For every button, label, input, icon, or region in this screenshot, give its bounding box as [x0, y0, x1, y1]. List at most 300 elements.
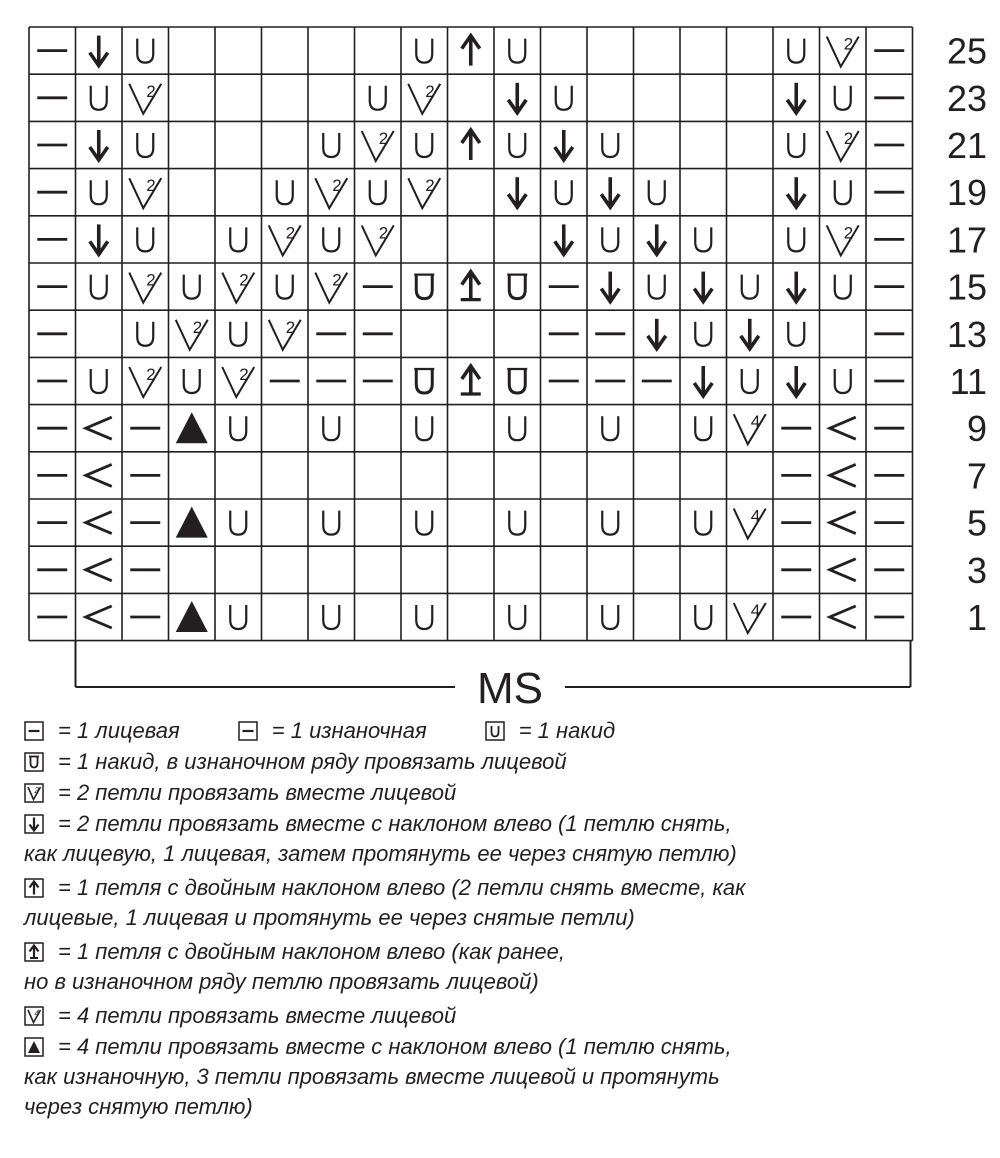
yarn-over-bar-mark: [416, 369, 432, 393]
yarn-over-mark: [788, 322, 804, 346]
yarn-over-mark: [556, 86, 572, 110]
left-arrow-mark: [830, 606, 856, 628]
chart-row: [37, 176, 904, 208]
k2tog-mark: [222, 270, 254, 303]
k2tog-number: 2: [239, 270, 249, 290]
chart-row: [37, 365, 904, 397]
triangle-mark: [176, 507, 208, 538]
k2tog-mark: [129, 81, 161, 114]
yarn-over-mark: [509, 416, 525, 440]
k2tog-mark: [362, 225, 394, 255]
k2tog-number: 4: [750, 506, 761, 526]
k2tog-mark: [269, 225, 301, 255]
yarn-over-mark: [695, 227, 711, 251]
legend: [24, 716, 984, 1124]
chart-cell: [742, 369, 758, 393]
chart-cell: [507, 275, 527, 299]
chart-cell: [694, 366, 712, 396]
row-number: 17: [946, 219, 987, 261]
yarn-over-mark: [835, 275, 851, 299]
k2tog-mark: [222, 367, 254, 397]
chart-cell: [830, 606, 856, 628]
ssk-icon: [24, 814, 44, 834]
chart-cell: [461, 272, 481, 300]
chart-cell: [416, 416, 432, 440]
chart-cell: [509, 605, 525, 629]
yarn-over-mark: [277, 180, 293, 204]
chart-cell: [695, 605, 711, 629]
left-arrow-mark: [86, 464, 112, 486]
k2tog-number: 2: [843, 223, 854, 243]
chart-cell: [230, 416, 246, 440]
legend-yo-text: = 1 накид: [518, 718, 616, 743]
chart-cell: [830, 464, 856, 486]
yarn-over-mark: [695, 605, 711, 629]
chart-cell: [362, 129, 394, 161]
yarn-over-mark: [323, 511, 339, 535]
yarn-over-mark: [788, 39, 804, 63]
yarn-over-mark: [835, 86, 851, 110]
chart-cell: [184, 369, 200, 393]
legend-row-8: [24, 1032, 984, 1124]
chart-cell: [416, 39, 432, 63]
yarn-over-mark: [835, 369, 851, 393]
chart-cell: [835, 369, 851, 393]
chart-cell: [416, 511, 432, 535]
k2tog-mark: [129, 367, 161, 397]
chart-cell: [323, 605, 339, 629]
chart-cell: [602, 511, 618, 535]
chart-cell: [230, 227, 246, 251]
chart-row: [37, 464, 904, 486]
chart-cell: [370, 180, 386, 204]
k2tog-mark: [408, 178, 440, 208]
yarn-over-mark: [370, 86, 386, 110]
k2tog-mark: [734, 414, 766, 444]
chart-cell: [414, 275, 434, 299]
chart-cell: [461, 366, 481, 394]
k2tog-number: 2: [843, 34, 854, 54]
k2tog-mark: [827, 34, 859, 67]
k2tog-mark: [827, 131, 859, 161]
k2tog-mark: [269, 317, 301, 350]
chart-cell: [508, 177, 526, 207]
yarn-over-mark: [602, 416, 618, 440]
chart-cell: [86, 464, 112, 486]
chart-cell: [129, 271, 161, 303]
triangle-icon: [24, 1037, 44, 1057]
chart-cell: [509, 133, 525, 157]
chart-cell: [323, 416, 339, 440]
chart-cell: [601, 177, 619, 207]
chart-cell: [509, 511, 525, 535]
chart-cell: [90, 224, 108, 254]
chart-cell: [509, 416, 525, 440]
chart-cell: [362, 223, 394, 255]
legend-tri-line3: через снятую петлю): [24, 1094, 253, 1119]
chart-cell: [742, 275, 758, 299]
chart-cell: [695, 511, 711, 535]
k2tog-number: 2: [378, 129, 389, 148]
chart-cells: [37, 35, 904, 633]
chart-cell: [602, 227, 618, 251]
chart-row: [37, 35, 904, 67]
chart-cell: [416, 133, 432, 157]
chart-cell: [176, 507, 208, 538]
k2tog-number: 2: [285, 223, 296, 243]
k2tog-number: 4: [750, 412, 761, 432]
chart-cell: [137, 39, 153, 63]
chart-row: [37, 129, 904, 161]
chart-cell: [90, 36, 108, 66]
legend-knit-text: = 1 лицевая: [58, 718, 180, 743]
chart-cell: [176, 412, 208, 443]
chart-cell: [370, 86, 386, 110]
left-arrow-mark: [830, 417, 856, 439]
yarn-over-mark: [137, 227, 153, 251]
chart-cell: [830, 512, 856, 534]
yarn-over-mark: [323, 605, 339, 629]
chart-cell: [695, 227, 711, 251]
k2tog-number: 2: [146, 176, 156, 196]
legend-row-5: [24, 873, 984, 937]
k2tog-mark: [362, 131, 394, 161]
chart-cell: [555, 130, 573, 160]
yarn-over-mark: [416, 511, 432, 535]
yarn-over-icon: [485, 721, 505, 741]
yarn-over-mark: [137, 39, 153, 63]
chart-cell: [91, 180, 107, 204]
yarn-over-mark: [556, 180, 572, 204]
chart-cell: [741, 319, 759, 349]
yarn-over-bar-mark: [416, 275, 432, 299]
legend-ssk-line1: = 2 петли провязать вместе с наклоном влево (1 петлю снять,: [58, 811, 732, 836]
double-dec-icon: [24, 878, 44, 898]
chart-cell: [649, 180, 665, 204]
yarn-over-mark: [91, 180, 107, 204]
left-arrow-mark: [86, 559, 112, 581]
legend-row-4: [24, 809, 984, 873]
chart-cell: [315, 271, 347, 303]
yarn-over-mark: [91, 86, 107, 110]
legend-up-line1: = 1 петля с двойным наклоном влево (2 петли снять вместе, как: [58, 875, 746, 900]
svg-text:2: 2: [34, 786, 39, 795]
chart-row: [37, 559, 904, 581]
k2tog-mark: [734, 603, 766, 633]
yarn-over-bar-icon: [24, 752, 44, 772]
yarn-over-mark: [416, 416, 432, 440]
chart-cell: [788, 322, 804, 346]
yarn-over-mark: [277, 275, 293, 299]
chart-cell: [788, 133, 804, 157]
chart-cell: [137, 133, 153, 157]
chart-cell: [408, 176, 440, 208]
purl-icon: [238, 721, 258, 741]
k2tog-number: 2: [332, 270, 342, 290]
chart-cell: [91, 86, 107, 110]
repeat-bracket: [76, 641, 911, 705]
chart-cell: [323, 133, 339, 157]
k2tog-number: 2: [843, 129, 854, 148]
legend-yo-bar-text: = 1 накид, в изнаночном ряду провязать лицевой: [58, 749, 567, 774]
k2tog-number: 2: [285, 317, 296, 337]
k2tog-mark: [408, 81, 440, 114]
yarn-over-mark: [323, 416, 339, 440]
row-number: 13: [946, 313, 987, 355]
svg-text:4: 4: [34, 1009, 39, 1018]
yarn-over-mark: [695, 416, 711, 440]
chart-cell: [86, 512, 112, 534]
chart-cell: [648, 224, 666, 254]
chart-cell: [788, 227, 804, 251]
chart-cell: [507, 369, 527, 393]
chart-cell: [556, 86, 572, 110]
k2tog-number: 2: [146, 81, 156, 101]
yarn-over-mark: [602, 133, 618, 157]
chart-cell: [323, 227, 339, 251]
yarn-over-mark: [695, 511, 711, 535]
repeat-label: MS: [477, 664, 543, 705]
chart-cell: [129, 176, 161, 208]
chart-cell: [462, 36, 480, 66]
grid-lines: [29, 27, 913, 641]
yarn-over-mark: [835, 180, 851, 204]
chart-cell: [222, 365, 254, 397]
chart-cell: [602, 133, 618, 157]
k2tog-mark: [827, 225, 859, 255]
chart-cell: [602, 605, 618, 629]
chart-cell: [827, 223, 859, 255]
yarn-over-mark: [509, 39, 525, 63]
yarn-over-mark: [416, 39, 432, 63]
chart-cell: [734, 601, 766, 633]
chart-cell: [555, 224, 573, 254]
legend-tri-line2: как изнаночную, 3 петли провязать вместе лицевой и протянуть: [24, 1064, 720, 1089]
legend-row-3: [24, 778, 984, 809]
k2tog-mark: [734, 506, 766, 539]
yarn-over-mark: [742, 369, 758, 393]
row-number: 15: [946, 266, 987, 308]
row-number: 19: [946, 172, 987, 214]
k2tog-number: 2: [146, 270, 156, 290]
k2tog-number: 2: [192, 317, 203, 337]
chart-row: [37, 318, 904, 350]
chart-cell: [90, 130, 108, 160]
chart-cell: [230, 511, 246, 535]
chart-cell: [787, 272, 805, 302]
chart-cell: [695, 322, 711, 346]
yarn-over-mark: [91, 369, 107, 393]
chart-cell: [323, 511, 339, 535]
yarn-over-mark: [184, 275, 200, 299]
chart-cell: [648, 319, 666, 349]
k2tog-number: 2: [378, 223, 389, 243]
chart-cell: [86, 559, 112, 581]
legend-upb-line2: но в изнаночном ряду петлю провязать лицевой): [24, 969, 539, 994]
left-arrow-mark: [86, 512, 112, 534]
legend-row-1: [24, 716, 984, 747]
row-number: 9: [966, 408, 987, 450]
chart-cell: [91, 369, 107, 393]
chart-cell: [787, 83, 805, 113]
chart-row: [37, 507, 904, 539]
chart-cell: [787, 177, 805, 207]
legend-tri-line1: = 4 петли провязать вместе с наклоном влево (1 петлю снять,: [58, 1034, 732, 1059]
legend-up-line2: лицевые, 1 лицевая и протянуть ее через снятые петли): [24, 905, 635, 930]
yarn-over-mark: [416, 605, 432, 629]
k2tog-number: 4: [750, 601, 761, 620]
k2tog-mark: [129, 178, 161, 208]
yarn-over-mark: [788, 227, 804, 251]
legend-row-6: [24, 937, 984, 1001]
chart-cell: [269, 223, 301, 255]
yarn-over-bar-mark: [509, 369, 525, 393]
chart-cell: [86, 417, 112, 439]
k2tog-number: 2: [239, 365, 249, 384]
chart-cell: [137, 227, 153, 251]
legend-row-7: [24, 1001, 984, 1032]
chart-cell: [830, 559, 856, 581]
k2tog-mark: [315, 178, 347, 208]
k2tog-number: 2: [425, 81, 435, 101]
yarn-over-mark: [230, 605, 246, 629]
chart-cell: [734, 507, 766, 539]
chart-cell: [269, 318, 301, 350]
box-icon: [24, 721, 44, 741]
yarn-over-mark: [91, 275, 107, 299]
chart-cell: [835, 180, 851, 204]
yarn-over-mark: [742, 275, 758, 299]
chart-row: [37, 223, 904, 255]
row-numbers: [947, 31, 987, 638]
row-number: 1: [966, 597, 987, 638]
yarn-over-mark: [230, 227, 246, 251]
chart-cell: [222, 271, 254, 303]
yarn-over-mark: [649, 275, 665, 299]
yarn-over-mark: [509, 605, 525, 629]
row-number: 7: [966, 455, 987, 497]
left-arrow-mark: [830, 559, 856, 581]
yarn-over-mark: [230, 322, 246, 346]
chart-cell: [86, 606, 112, 628]
k2tog-number: 2: [146, 365, 156, 384]
chart-cell: [830, 417, 856, 439]
yarn-over-mark: [230, 511, 246, 535]
chart-row: [37, 412, 904, 444]
yarn-over-mark: [695, 322, 711, 346]
chart-cell: [835, 86, 851, 110]
yarn-over-mark: [416, 133, 432, 157]
k2tog-number: 2: [332, 176, 342, 196]
legend-ssk-line2: как лицевую, 1 лицевая, затем протянуть ее через снятую петлю): [24, 841, 737, 866]
chart-cell: [416, 605, 432, 629]
chart-cell: [230, 605, 246, 629]
k2tog-mark: [129, 270, 161, 303]
left-arrow-mark: [830, 512, 856, 534]
yarn-over-mark: [788, 133, 804, 157]
chart-row: [37, 271, 904, 303]
chart-cell: [129, 365, 161, 397]
chart-cell: [601, 272, 619, 302]
chart-cell: [788, 39, 804, 63]
triangle-mark: [176, 601, 208, 632]
yarn-over-mark: [184, 369, 200, 393]
chart-cell: [509, 39, 525, 63]
chart-cell: [734, 412, 766, 444]
k2tog-number: 2: [425, 176, 435, 196]
legend-k2-text: = 2 петли провязать вместе лицевой: [58, 780, 457, 805]
chart-cell: [694, 272, 712, 302]
chart-cell: [835, 275, 851, 299]
chart-cell: [129, 82, 161, 114]
chart-cell: [184, 275, 200, 299]
chart-cell: [230, 322, 246, 346]
triangle-mark: [176, 412, 208, 443]
legend-k4-text: = 4 петли провязать вместе лицевой: [58, 1003, 457, 1028]
legend-purl-text: = 1 изнаночная: [271, 718, 427, 743]
chart-cell: [408, 82, 440, 114]
chart-row: [37, 601, 904, 633]
row-number: 25: [946, 30, 987, 72]
yarn-over-mark: [602, 227, 618, 251]
yarn-over-mark: [649, 180, 665, 204]
row-number: 5: [966, 502, 987, 544]
chart-cell: [137, 322, 153, 346]
yarn-over-mark: [323, 227, 339, 251]
chart-cell: [277, 275, 293, 299]
yarn-over-mark: [602, 511, 618, 535]
yarn-over-mark: [323, 133, 339, 157]
yarn-over-mark: [370, 180, 386, 204]
chart-row: [37, 82, 904, 114]
k2tog-mark: [176, 317, 208, 350]
yarn-over-bar-mark: [509, 275, 525, 299]
yarn-over-mark: [602, 605, 618, 629]
chart-cell: [91, 275, 107, 299]
chart-cell: [414, 369, 434, 393]
chart-cell: [508, 83, 526, 113]
row-number: 11: [949, 361, 987, 402]
chart-cell: [787, 366, 805, 396]
chart-cell: [462, 130, 480, 160]
k2tog-icon: [24, 783, 44, 803]
legend-row-2: [24, 747, 984, 778]
double-dec-bar-icon: [24, 942, 44, 962]
chart-cell: [602, 416, 618, 440]
legend-upb-line1: = 1 петля с двойным наклоном влево (как ранее,: [58, 939, 566, 964]
chart-cell: [695, 416, 711, 440]
left-arrow-mark: [86, 606, 112, 628]
chart-cell: [176, 318, 208, 350]
row-number: 23: [946, 77, 987, 119]
left-arrow-mark: [86, 417, 112, 439]
yarn-over-mark: [230, 416, 246, 440]
k2tog-mark: [315, 270, 347, 303]
chart-cell: [827, 129, 859, 161]
left-arrow-mark: [830, 464, 856, 486]
yarn-over-mark: [509, 133, 525, 157]
chart-cell: [827, 35, 859, 67]
row-number: 21: [946, 125, 987, 166]
chart-cell: [556, 180, 572, 204]
chart-cell: [315, 176, 347, 208]
k4tog-icon: [24, 1006, 44, 1026]
row-number: 3: [966, 549, 987, 591]
chart-cell: [176, 601, 208, 632]
yarn-over-mark: [137, 133, 153, 157]
yarn-over-mark: [509, 511, 525, 535]
chart-cell: [277, 180, 293, 204]
